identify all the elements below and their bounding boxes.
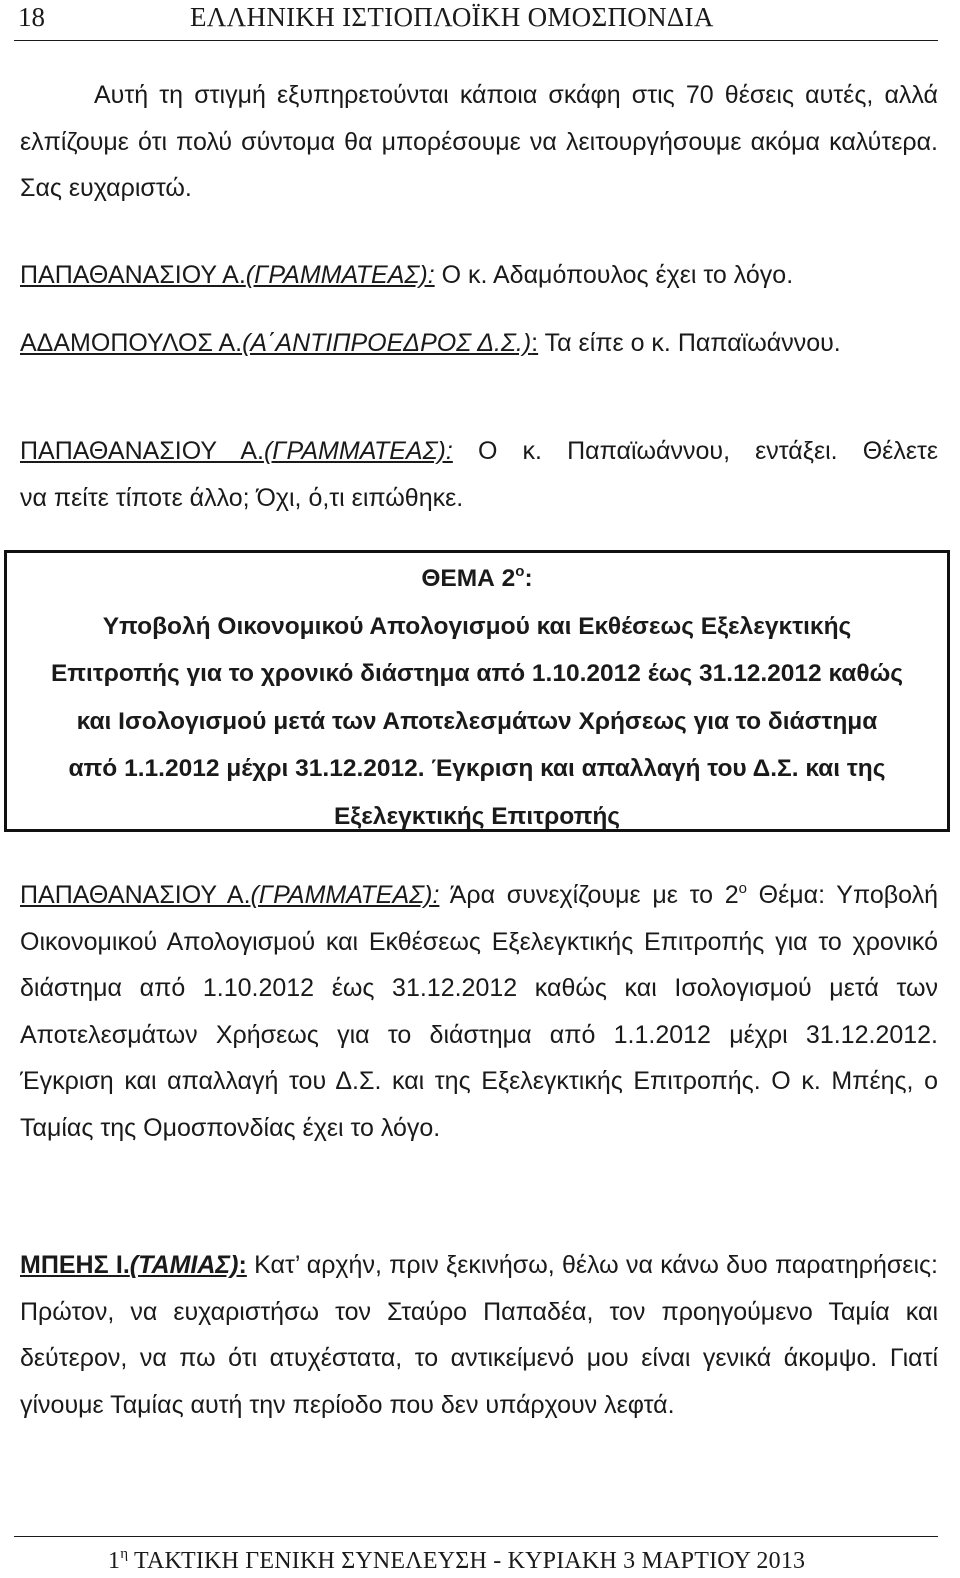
speaker-role: (ΓΡΑΜΜΑΤΕΑΣ): [263, 437, 453, 465]
agenda-line: από 1.1.2012 μέχρι 31.12.2012. Έγκριση και απαλλαγή του Δ.Σ. και της [68, 755, 886, 782]
speaker-name: ΠΑΠΑΘΑΝΑΣΙΟΥ Α. [20, 261, 246, 289]
speaker-name: ΜΠΕΗΣ Ι. [20, 1251, 130, 1279]
agenda-line: και Ισολογισμού μετά των Αποτελεσμάτων Χρήσεως για το διάστημα [76, 707, 878, 735]
speech-text: Κατ’ αρχήν, πριν ξεκινήσω, θέλω να κάνω δυο παρατηρήσεις: Πρώτον, να ευχαριστήσω τον Σταύρο Παπαδέα, τον προηγούμενο Ταμία και δεύτερον, να πω ότι ατυχέστατα, το αντικείμενό μου είναι γενικά άκομψο. Γιατί γίνουμε Ταμίας αυτή την περίοδο που δεν υπάρχουν λεφτά. [20, 1251, 938, 1419]
agenda-heading-suffix: : [524, 565, 533, 592]
speaker-paragraph-adamopoulos [20, 320, 938, 367]
agenda-line: Εξελεγκτικής Επιτροπής [333, 802, 621, 830]
speaker-name: ΠΑΠΑΘΑΝΑΣΙΟΥ Α. [20, 437, 264, 465]
speaker-paragraph-papathanasiou-1 [20, 252, 938, 299]
speaker-paragraph-papathanasiou-2 [20, 428, 938, 521]
speech-text-continued: να πείτε τίποτε άλλο; Όχι, ό,τι ειπώθηκε. [20, 483, 464, 512]
speech-text: Άρα συνεχίζουμε με το 2 [439, 881, 739, 909]
paragraph-intro: Αυτή τη στιγμή εξυπηρετούνται κάποια σκάφη στις 70 θέσεις αυτές, αλλά ελπίζουμε ότι πολύ σύντομα θα μπορέσουμε να λειτουργήσουμε ακόμα καλύτερα. Σας ευχαριστώ. [20, 81, 938, 202]
page-header [0, 0, 960, 44]
speaker-role: (Α΄ΑΝΤΙΠΡΟΕΔΡΟΣ Δ.Σ.) [242, 329, 532, 357]
agenda-heading [7, 555, 947, 603]
speaker-paragraph-beis [20, 1242, 938, 1428]
agenda-heading-sup: ο [515, 563, 525, 580]
page-number: 18 [18, 2, 45, 32]
speech-text-continued: Θέμα: Υποβολή Οικονομικού Απολογισμού και Εκθέσεως Εξελεγκτικής Επιτροπής για το χρονικό διάστημα από 1.10.2012 έως 31.12.2012 καθώς και Ισολογισμού μετά των Αποτελεσμάτων Χρήσεως για το διάστημα από 1.1.2012 μέχρι 31.12.2012. Έγκριση και απαλλαγή του Δ.Σ. και της Εξελεγκτικής Επιτροπής. Ο κ. Μπέης, ο Ταμίας της Ομοσπονδίας έχει το λόγο. [20, 881, 938, 1142]
header-title: ΕΛΛΗΝΙΚΗ ΙΣΤΙΟΠΛΟΪΚΗ ΟΜΟΣΠΟΝΔΙΑ [190, 2, 714, 32]
speaker-role: (ΓΡΑΜΜΑΤΕΑΣ): [245, 261, 435, 289]
footer-rule [14, 1536, 938, 1537]
speaker-name: ΑΔΑΜΟΠΟΥΛΟΣ Α. [20, 329, 243, 357]
ordinal-sup: ο [738, 880, 747, 897]
footer-text [108, 1548, 805, 1575]
page-footer [0, 1528, 960, 1578]
speaker-role: (ΤΑΜΙΑΣ) [129, 1251, 239, 1279]
speech-text: Ο κ. Παπαϊωάννου, εντάξει. Θέλετε [452, 437, 938, 465]
speech-text: Τα είπε ο κ. Παπαϊωάννου. [538, 329, 841, 357]
footer-sup: η [120, 1546, 129, 1562]
agenda-heading-text: ΘΕΜΑ 2 [421, 565, 516, 592]
speaker-name: ΠΑΠΑΘΑΝΑΣΙΟΥ Α. [20, 881, 251, 909]
header-rule [14, 40, 938, 41]
speaker-colon: : [238, 1251, 247, 1279]
speaker-paragraph-papathanasiou-3 [20, 872, 938, 1151]
footer-title: ΤΑΚΤΙΚΗ ΓΕΝΙΚΗ ΣΥΝΕΛΕΥΣΗ - ΚΥΡΙΑΚΗ 3 ΜΑΡΤΙΟΥ 2013 [128, 1548, 806, 1574]
agenda-line: Επιτροπής για το χρονικό διάστημα από 1.10.2012 έως 31.12.2012 καθώς [50, 660, 904, 687]
speaker-role: (ΓΡΑΜΜΑΤΕΑΣ): [250, 881, 440, 909]
footer-prefix: 1 [108, 1548, 121, 1574]
speech-text: Ο κ. Αδαμόπουλος έχει το λόγο. [434, 261, 794, 289]
speaker-colon: : [531, 329, 539, 357]
agenda-item-box [4, 550, 950, 832]
agenda-line: Υποβολή Οικονομικού Απολογισμού και Εκθέσεως Εξελεγκτικής [102, 612, 852, 640]
